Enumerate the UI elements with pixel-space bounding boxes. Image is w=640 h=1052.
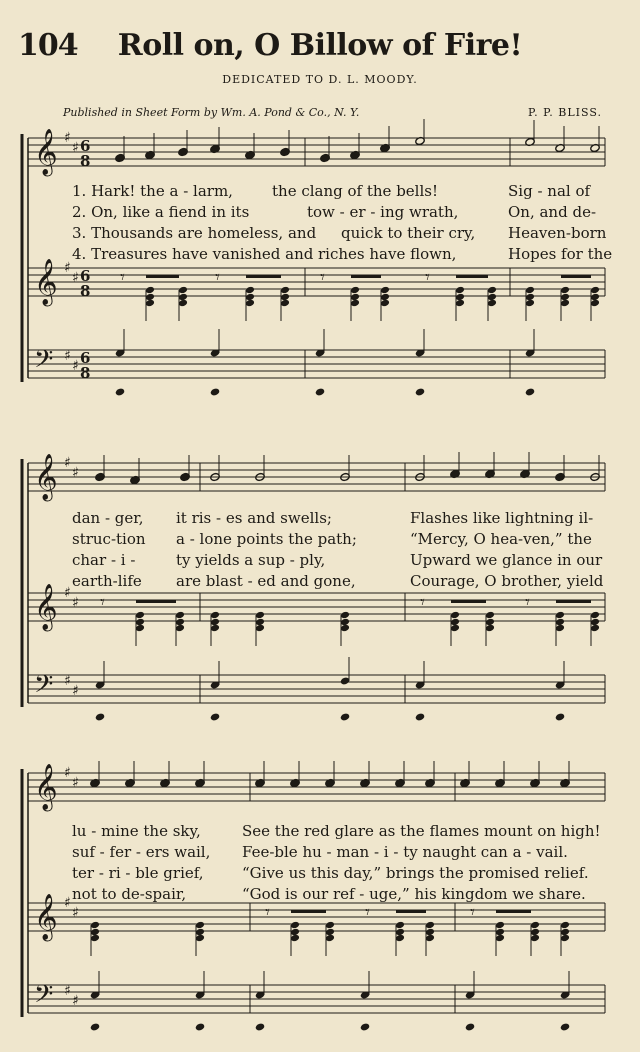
lyric-phrase: struc-tion — [72, 530, 146, 548]
rest-icon: 𝄾 — [365, 902, 370, 923]
dedication: DEDICATED TO D. L. MOODY. — [222, 73, 418, 86]
beam — [396, 910, 426, 913]
note — [425, 934, 435, 943]
note — [560, 1022, 570, 1031]
time-signature-bottom: 8 — [80, 364, 91, 382]
note — [145, 133, 155, 160]
composer-credit: P. P. BLISS. — [527, 106, 602, 119]
note — [590, 624, 600, 633]
lyric-phrase: are blast - ed and gone, — [176, 572, 356, 590]
note — [495, 761, 505, 788]
lyric-phrase: the clang of the bells! — [272, 182, 438, 200]
staff — [28, 903, 605, 931]
note — [290, 921, 300, 930]
lyric-phrase: 1. Hark! the a - larm, — [72, 182, 233, 200]
lyric-phrase: Flashes like lightning il- — [410, 509, 594, 527]
note — [195, 934, 205, 943]
note — [145, 286, 155, 295]
beam — [496, 910, 531, 913]
note — [255, 624, 265, 633]
note — [415, 387, 425, 396]
note — [325, 761, 335, 788]
lyric-phrase: Sig - nal of — [508, 182, 591, 200]
beam — [136, 600, 176, 603]
sharp-icon: ♯ — [64, 983, 71, 999]
note — [395, 921, 405, 930]
note — [425, 761, 435, 788]
lyric-phrase: lu - mine the sky, — [72, 822, 201, 840]
note — [450, 611, 460, 620]
lyric-phrase: suf - fer - ers wail, — [72, 843, 211, 861]
note — [160, 761, 170, 788]
rest-icon: 𝄾 — [420, 592, 425, 613]
note — [180, 455, 190, 482]
lyric-line — [0, 572, 640, 592]
note — [210, 611, 220, 620]
note — [415, 455, 425, 482]
lyric-phrase: dan - ger, — [72, 509, 144, 527]
lyric-line — [0, 551, 640, 571]
lyric-phrase: Heaven-born — [508, 224, 607, 242]
lyric-line — [0, 224, 640, 244]
note — [178, 299, 188, 308]
note — [395, 761, 405, 788]
note — [340, 611, 350, 620]
note — [210, 387, 220, 396]
time-signature-bottom: 8 — [80, 152, 91, 170]
hymn-title: Roll on, O Billow of Fire! — [117, 28, 523, 63]
lyric-phrase: Courage, O brother, yield — [410, 572, 604, 590]
note — [210, 455, 220, 482]
beam — [456, 275, 488, 278]
note — [175, 624, 185, 633]
lyric-phrase: riches have flown, — [318, 245, 457, 263]
note — [90, 934, 100, 943]
staff — [28, 675, 605, 703]
note — [360, 1022, 370, 1031]
note — [280, 130, 290, 157]
note — [380, 286, 390, 295]
note — [560, 299, 570, 308]
note — [178, 286, 188, 295]
lyric-phrase: “God is our ref - uge,” his kingdom we share. — [242, 885, 586, 903]
note — [590, 126, 600, 153]
note — [525, 120, 535, 147]
lyric-line — [0, 203, 640, 223]
note — [525, 299, 535, 308]
note — [175, 611, 185, 620]
note — [325, 934, 335, 943]
note — [415, 119, 425, 146]
note — [340, 455, 350, 482]
note — [340, 712, 350, 721]
note — [130, 458, 140, 485]
note — [280, 286, 290, 295]
time-signature-bottom: 8 — [80, 282, 91, 300]
note — [255, 761, 265, 788]
lyric-line — [0, 530, 640, 550]
bass-clef-icon: 𝄢 — [34, 345, 54, 380]
rest-icon: 𝄾 — [525, 592, 530, 613]
note — [360, 761, 370, 788]
note — [245, 133, 255, 160]
sharp-icon: ♯ — [72, 465, 79, 481]
sharp-icon: ♯ — [64, 130, 71, 146]
beam — [291, 910, 326, 913]
treble-clef-icon: 𝄞 — [34, 454, 58, 500]
lyric-line — [0, 885, 640, 905]
music-system-1 — [0, 120, 640, 410]
note — [415, 712, 425, 721]
time-signature-top: 6 — [80, 137, 91, 155]
lyric-phrase: On, and de- — [508, 203, 597, 221]
note — [495, 921, 505, 930]
note — [195, 761, 205, 788]
rest-icon: 𝄾 — [215, 267, 220, 288]
time-signature-top: 6 — [80, 349, 91, 367]
note — [485, 452, 495, 479]
sharp-icon: ♯ — [64, 673, 71, 689]
note — [325, 921, 335, 930]
note — [525, 387, 535, 396]
note — [450, 624, 460, 633]
lyric-phrase: ter - ri - ble grief, — [72, 864, 204, 882]
note — [195, 1022, 205, 1031]
sharp-icon: ♯ — [72, 140, 79, 156]
bass-clef-icon: 𝄢 — [34, 980, 54, 1015]
note — [560, 934, 570, 943]
rest-icon: 𝄾 — [470, 902, 475, 923]
lyric-phrase: Upward we glance in our — [410, 551, 603, 569]
lyric-phrase: 4. Treasures have vanished and — [72, 245, 314, 263]
note — [290, 761, 300, 788]
note — [590, 611, 600, 620]
note — [560, 761, 570, 788]
sharp-icon: ♯ — [72, 270, 79, 286]
beam — [561, 275, 591, 278]
beam — [451, 600, 486, 603]
beam — [351, 275, 381, 278]
note — [90, 1022, 100, 1031]
note — [560, 921, 570, 930]
note — [530, 934, 540, 943]
staff — [28, 138, 605, 166]
note — [555, 611, 565, 620]
note — [320, 136, 330, 163]
note — [280, 299, 290, 308]
note — [90, 761, 100, 788]
note — [255, 1022, 265, 1031]
note — [145, 299, 155, 308]
note — [485, 624, 495, 633]
note — [455, 299, 465, 308]
note — [487, 299, 497, 308]
sharp-icon: ♯ — [72, 358, 79, 374]
time-signature-top: 6 — [80, 267, 91, 285]
note — [340, 624, 350, 633]
rest-icon: 𝄾 — [265, 902, 270, 923]
staff — [28, 593, 605, 621]
sharp-icon: ♯ — [64, 348, 71, 364]
bass-clef-icon: 𝄢 — [34, 670, 54, 705]
note — [350, 286, 360, 295]
rest-icon: 𝄾 — [320, 267, 325, 288]
note — [290, 934, 300, 943]
sharp-icon: ♯ — [64, 585, 71, 601]
note — [95, 712, 105, 721]
note — [315, 387, 325, 396]
beam — [556, 600, 591, 603]
note — [210, 127, 220, 154]
sharp-icon: ♯ — [72, 595, 79, 611]
note — [555, 455, 565, 482]
page-number: 104 — [18, 28, 78, 63]
note — [590, 299, 600, 308]
lyric-phrase: tow - er - ing wrath, — [307, 203, 459, 221]
note — [90, 921, 100, 930]
note — [245, 299, 255, 308]
lyric-phrase: it ris - es and swells; — [176, 509, 332, 527]
lyric-line — [0, 245, 640, 265]
lyric-line — [0, 182, 640, 202]
lyric-phrase: “Mercy, O hea-ven,” the — [410, 530, 592, 548]
note — [195, 921, 205, 930]
staff — [28, 985, 605, 1013]
rest-icon: 𝄾 — [120, 267, 125, 288]
lyric-phrase: not to de-spair, — [72, 885, 187, 903]
sharp-icon: ♯ — [64, 260, 71, 276]
lyric-phrase: ty yields a sup - ply, — [176, 551, 326, 569]
sharp-icon: ♯ — [64, 895, 71, 911]
note — [350, 133, 360, 160]
note — [245, 286, 255, 295]
treble-clef-icon: 𝄞 — [34, 584, 58, 630]
note — [590, 455, 600, 482]
staff — [28, 463, 605, 491]
treble-clef-icon: 𝄞 — [34, 129, 58, 175]
lyric-phrase: quick to their cry, — [341, 224, 476, 242]
lyric-phrase: 3. Thousands are homeless, and — [72, 224, 317, 242]
sharp-icon: ♯ — [72, 683, 79, 699]
sharp-icon: ♯ — [72, 775, 79, 791]
rest-icon: 𝄾 — [100, 592, 105, 613]
note — [555, 126, 565, 153]
note — [560, 286, 570, 295]
note — [178, 130, 188, 157]
note — [530, 761, 540, 788]
lyric-phrase: See the red glare as the flames mount on high! — [242, 822, 601, 840]
note — [450, 452, 460, 479]
note — [135, 624, 145, 633]
lyric-line — [0, 509, 640, 529]
sharp-icon: ♯ — [64, 455, 71, 471]
note — [380, 126, 390, 153]
note — [425, 921, 435, 930]
lyric-line — [0, 822, 640, 842]
lyric-phrase: Hopes for the — [508, 245, 613, 263]
note — [465, 1022, 475, 1031]
note — [210, 624, 220, 633]
note — [135, 611, 145, 620]
lyric-line — [0, 843, 640, 863]
treble-clef-icon: 𝄞 — [34, 764, 58, 810]
note — [487, 286, 497, 295]
note — [555, 624, 565, 633]
publisher-credit: Published in Sheet Form by Wm. A. Pond & Co., N. Y. — [63, 106, 360, 119]
note — [555, 712, 565, 721]
staff — [28, 268, 605, 296]
note — [495, 934, 505, 943]
sharp-icon: ♯ — [72, 905, 79, 921]
note — [115, 136, 125, 163]
treble-clef-icon: 𝄞 — [34, 259, 58, 305]
lyric-phrase: char - i - — [72, 551, 136, 569]
beam — [146, 275, 179, 278]
note — [210, 712, 220, 721]
lyric-phrase: earth-life — [72, 572, 142, 590]
staff — [28, 773, 605, 801]
note — [485, 611, 495, 620]
note — [530, 921, 540, 930]
treble-clef-icon: 𝄞 — [34, 894, 58, 940]
lyric-phrase: “Give us this day,” brings the promised relief. — [242, 864, 589, 882]
note — [590, 286, 600, 295]
lyric-line — [0, 864, 640, 884]
lyric-phrase: a - lone points the path; — [176, 530, 357, 548]
note — [95, 455, 105, 482]
note — [255, 455, 265, 482]
lyric-phrase: 2. On, like a fiend in its — [72, 203, 250, 221]
note — [395, 934, 405, 943]
note — [460, 761, 470, 788]
note — [520, 452, 530, 479]
rest-icon: 𝄾 — [425, 267, 430, 288]
note — [525, 286, 535, 295]
sharp-icon: ♯ — [64, 765, 71, 781]
note — [455, 286, 465, 295]
lyric-phrase: Fee-ble hu - man - i - ty naught can a - vail. — [242, 843, 568, 861]
note — [125, 761, 135, 788]
note — [380, 299, 390, 308]
note — [255, 611, 265, 620]
beam — [246, 275, 281, 278]
note — [115, 387, 125, 396]
sharp-icon: ♯ — [72, 993, 79, 1009]
note — [350, 299, 360, 308]
